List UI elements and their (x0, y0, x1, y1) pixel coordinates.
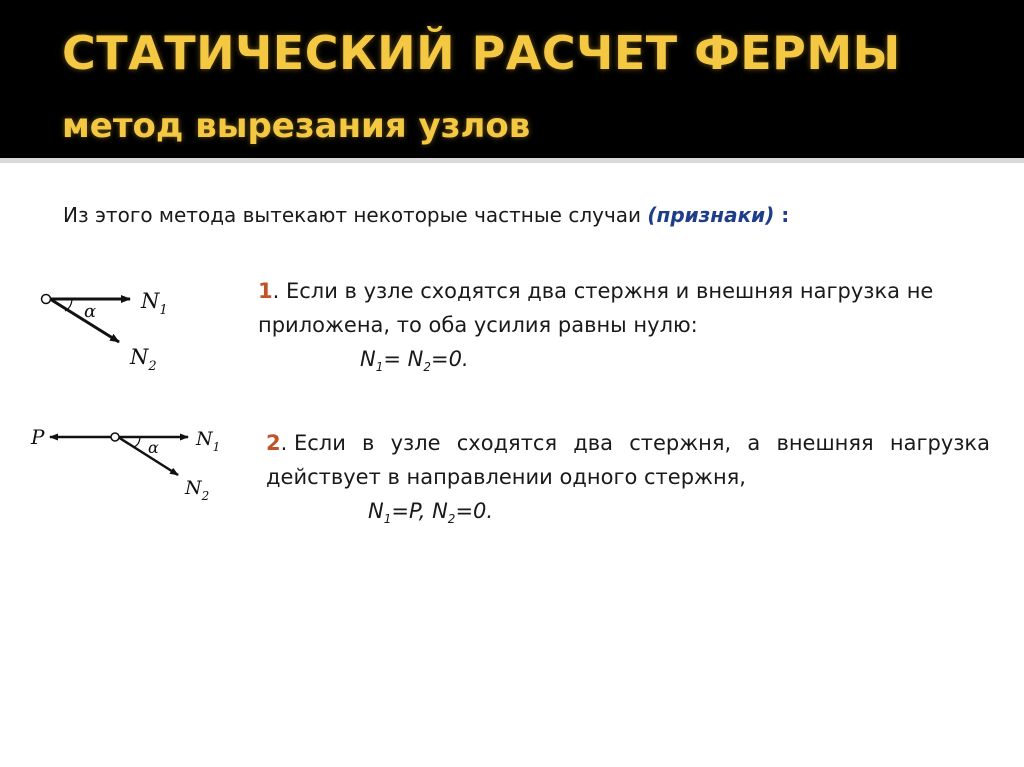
slide-title: СТАТИЧЕСКИЙ РАСЧЕТ ФЕРМЫ (62, 26, 901, 80)
case-2-formula: $N_1=P$, $N_2=0$. (368, 499, 494, 527)
force-label-n2: $N_2$ (130, 345, 157, 374)
case-1-text (258, 274, 998, 384)
intro-main: Из этого метода вытекают некоторые частные случаи (63, 203, 648, 227)
angle-label-2: α (148, 438, 159, 457)
case-1-number: 1 (258, 279, 273, 303)
joint-diagram-2 (28, 420, 228, 512)
joint-node-1 (42, 295, 51, 304)
angle-arc-2 (134, 438, 140, 447)
case-1-line-2: приложена, то оба усилия равны нулю: (258, 313, 698, 337)
joint-diagram-1 (30, 278, 190, 382)
header-divider (0, 158, 1024, 163)
case-2-text (266, 426, 994, 536)
intro-text (63, 203, 789, 227)
joint-node-2 (111, 433, 119, 441)
force-label-n2: $N_2$ (185, 477, 210, 503)
force-label-n1: $N_1$ (196, 428, 221, 454)
force-label-n1: $N_1$ (141, 289, 168, 318)
load-label-p: P (31, 425, 45, 449)
case-2-line-2: действует в направлении одного стержня, (266, 465, 746, 489)
angle-label-1: α (84, 301, 97, 322)
slide-subtitle: метод вырезания узлов (62, 106, 531, 146)
case-1-formula: $N_1= N_2=0$. (360, 347, 469, 375)
case-2-line-1: 2. Если в узле сходятся два стержня, а внешняя нагрузка (266, 431, 990, 455)
intro-accent: (признаки) (647, 203, 775, 227)
case-2-number: 2 (266, 431, 281, 455)
intro-colon: : (774, 203, 790, 227)
case-1-line-1: 1. Если в узле сходятся два стержня и внешняя нагрузка не (258, 279, 934, 303)
